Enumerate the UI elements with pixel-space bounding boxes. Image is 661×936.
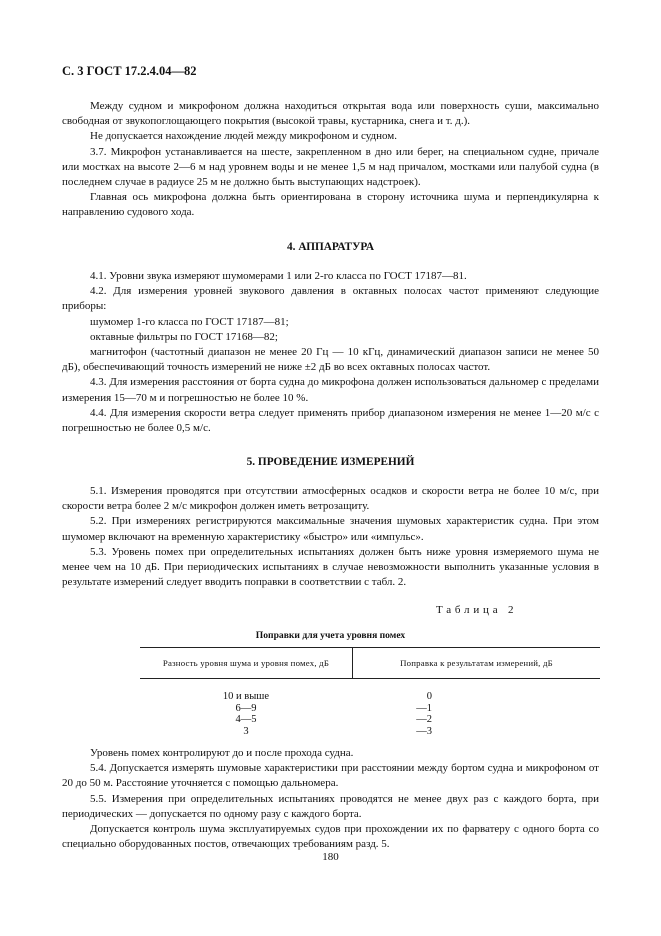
section-5-body [62,484,599,590]
table-header-row [140,648,600,678]
paragraph: Между судном и микрофоном должна находиться открытая вода или поверхность суши, максимально свободная от звукопоглощающего покрытия (высокой травы, кустарника, снега и т. д.). [62,100,599,128]
table-row [140,691,600,703]
table-header-cell: Разность уровня шума и уровня помех, дБ [162,658,330,668]
table-title: Поправки для учета уровня помех [255,630,406,641]
paragraph: Уровень помех контролируют до и после прохода судна. [90,747,354,759]
paragraph: 5.4. Допускается измерять шумовые характеристики при расстоянии между бортом судна и микрофоном от 20 до 50 м. Расстояние уточняется с помощью дальномера. [62,762,599,790]
corrections-table [140,647,600,737]
paragraph: 4.4. Для измерения скорости ветра следует применять прибор диапазоном измерения не менее 1—20 м/с с погрешностью не более 0,5 м/с. [62,406,599,435]
section-5-title: 5. ПРОВЕДЕНИЕ ИЗМЕРЕНИЙ [246,456,415,468]
table-header-cell: Поправка к результатам измерений, дБ [352,648,600,678]
paragraph: 5.2. При измерениях регистрируются максимальные значения шумовых характеристик судна. При этом шумомер включают на временную характеристику «быстро» или «импульс». [62,515,599,543]
paragraph: 5.1. Измерения проводятся при отсутствии атмосферных осадков и скорости ветра не более 10 м/с, при скорости ветра более 2 м/с микрофон должен иметь ветрозащиту. [62,485,599,513]
table-label: Таблица 2 [436,604,518,616]
table-cell: 3 [243,725,249,737]
table-cell: —3 [416,725,432,737]
paragraph: Не допускается нахождение людей между микрофоном и судном. [90,130,398,143]
table-body [140,679,600,737]
intro-block [62,99,599,221]
table-cell: 0 [426,691,432,702]
table-cell: —1 [416,702,432,714]
table-cell: 4—5 [235,714,257,725]
section-4-body [62,269,599,436]
paragraph: Главная ось микрофона должна быть ориентирована в сторону источника шума и перпендикулярна к направлению судового хода. [62,191,599,219]
paragraph: 5.3. Уровень помех при определительных испытаниях должен быть ниже уровня измеряемого шума не менее чем на 10 дБ. При периодических испытаниях в случае невозможности выполнить указанные условия в результате измерений следует вводить поправки в соответствии с табл. 2. [62,545,599,589]
paragraph: магнитофон (частотный диапазон не менее 20 Гц — 10 кГц, динамический диапазон записи не менее 50 дБ), обеспечивающий точность измерений не ниже ±2 дБ во всех октавных полосах частот. [62,346,599,374]
paragraph: октавные фильтры по ГОСТ 17168—82; [90,330,278,343]
page-header: С. 3 ГОСТ 17.2.4.04—82 [62,64,197,78]
paragraph: 5.5. Измерения при определительных испытаниях проводятся не менее двух раз с каждого борта, при периодических — допускается по одному разу с каждого борта. [62,792,599,820]
table-row [140,726,600,738]
paragraph: шумомер 1-го класса по ГОСТ 17187—81; [90,315,289,328]
paragraph: 4.2. Для измерения уровней звукового давления в октавных полосах частот применяют следующие приборы: [62,285,599,313]
table-cell: 6—9 [235,702,257,714]
page-number: 180 [322,851,339,863]
table-cell: —2 [416,714,432,725]
paragraph: 4.1. Уровни звука измеряют шумомерами 1 или 2-го класса по ГОСТ 17187—81. [90,270,467,282]
section-4-title: 4. АППАРАТУРА [287,241,374,253]
table-cell: 10 и выше [222,691,270,702]
table-row [140,714,600,726]
paragraph: 4.3. Для измерения расстояния от борта судна до микрофона должен использоваться дальномер с пределами измерения 15—70 м и погрешностью не более 10 %. [62,376,599,404]
closing-block [62,746,599,852]
paragraph: Допускается контроль шума эксплуатируемых судов при прохождении их по фарватеру с одного борта со специально оборудованных постов, отвечающих требованиям разд. 5. [62,823,599,851]
table-row [140,703,600,715]
paragraph: 3.7. Микрофон устанавливается на шесте, закрепленном в дно или берег, на специальном судне, причале или мостках на высоте 2—6 м над уровнем воды и не менее 1,5 м над причалом, мостками или палубой судна (в последнем случае в радиусе 25 м не должно быть выступающих надстроек). [62,145,599,189]
